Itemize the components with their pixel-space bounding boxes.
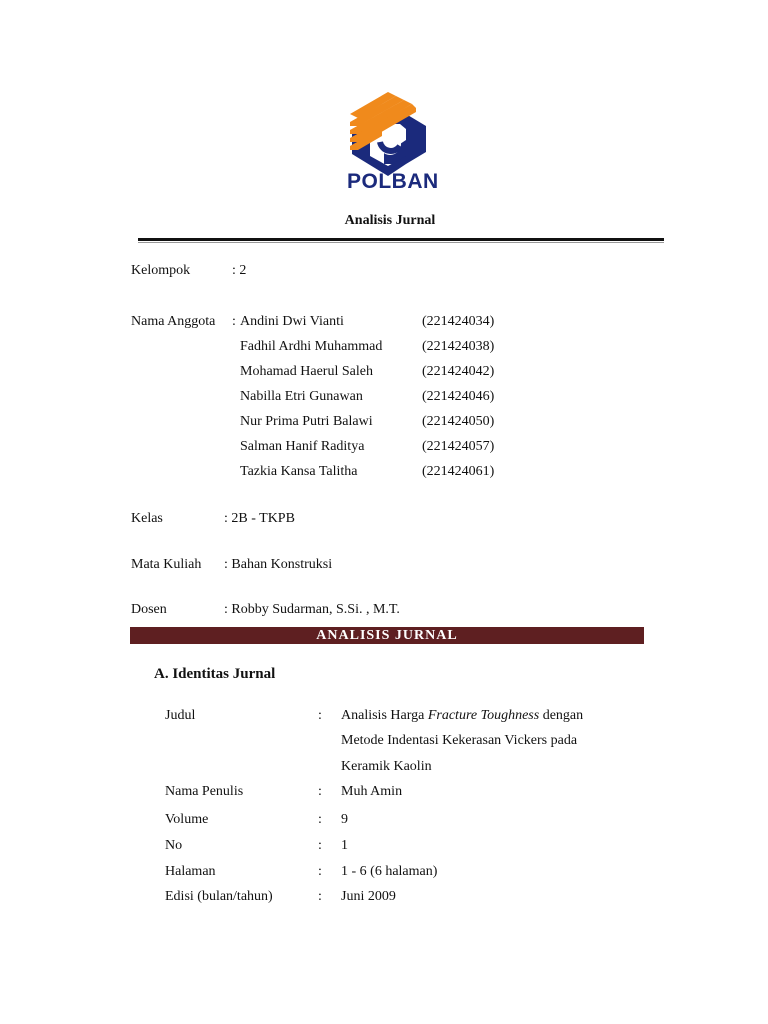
member-nim: (221424046): [422, 389, 495, 404]
member-nim: (221424050): [422, 414, 495, 429]
member-name: Fadhil Ardhi Muhammad: [240, 339, 383, 354]
anggota-colon: :: [232, 314, 236, 329]
section-banner: ANALISIS JURNAL: [130, 627, 644, 644]
dosen-label: Dosen: [131, 602, 167, 617]
member-nim: (221424038): [422, 339, 495, 354]
volume-value: 9: [341, 812, 348, 827]
section-heading: A. Identitas Jurnal: [154, 666, 276, 682]
judul-colon: :: [318, 708, 322, 723]
logo-text: POLBAN: [347, 170, 439, 193]
halaman-value: 1 - 6 (6 halaman): [341, 864, 438, 879]
member-nim: (221424042): [422, 364, 495, 379]
matkul-value: : Bahan Konstruksi: [224, 557, 333, 572]
anggota-label: Nama Anggota: [131, 314, 216, 329]
judul-post: dengan: [539, 708, 584, 723]
judul-label: Judul: [165, 708, 196, 723]
no-colon: :: [318, 838, 322, 853]
kelas-label: Kelas: [131, 511, 163, 526]
edisi-colon: :: [318, 889, 322, 904]
title-divider: [138, 238, 664, 241]
member-name: Andini Dwi Vianti: [240, 314, 344, 329]
kelas-value: : 2B - TKPB: [224, 511, 295, 526]
judul-line-1: [341, 708, 583, 724]
title-divider-shadow: [138, 242, 664, 243]
member-name: Nur Prima Putri Balawi: [240, 414, 373, 429]
penulis-colon: :: [318, 784, 322, 799]
edisi-value: Juni 2009: [341, 889, 396, 904]
kelompok-value: : 2: [232, 263, 247, 278]
penulis-label: Nama Penulis: [165, 784, 244, 799]
volume-label: Volume: [165, 812, 209, 827]
no-label: No: [165, 838, 183, 853]
dosen-value: : Robby Sudarman, S.Si. , M.T.: [224, 602, 400, 617]
no-value: 1: [341, 838, 348, 853]
matkul-label: Mata Kuliah: [131, 557, 202, 572]
member-name: Salman Hanif Raditya: [240, 439, 365, 454]
halaman-colon: :: [318, 864, 322, 879]
edisi-label: Edisi (bulan/tahun): [165, 889, 273, 904]
member-name: Tazkia Kansa Talitha: [240, 464, 358, 479]
judul-line-2: Metode Indentasi Kekerasan Vickers pada: [341, 733, 578, 748]
volume-colon: :: [318, 812, 322, 827]
judul-line-3: Keramik Kaolin: [341, 759, 432, 774]
document-title: Analisis Jurnal: [344, 213, 436, 228]
member-nim: (221424057): [422, 439, 495, 454]
penulis-value: Muh Amin: [341, 784, 403, 799]
kelompok-label: Kelompok: [131, 263, 191, 278]
judul-pre: Analisis Harga: [341, 708, 428, 723]
judul-italic: Fracture Toughness: [427, 708, 540, 723]
member-nim: (221424034): [422, 314, 495, 329]
halaman-label: Halaman: [165, 864, 216, 879]
member-name: Mohamad Haerul Saleh: [240, 364, 373, 379]
member-name: Nabilla Etri Gunawan: [240, 389, 363, 404]
member-nim: (221424061): [422, 464, 495, 479]
